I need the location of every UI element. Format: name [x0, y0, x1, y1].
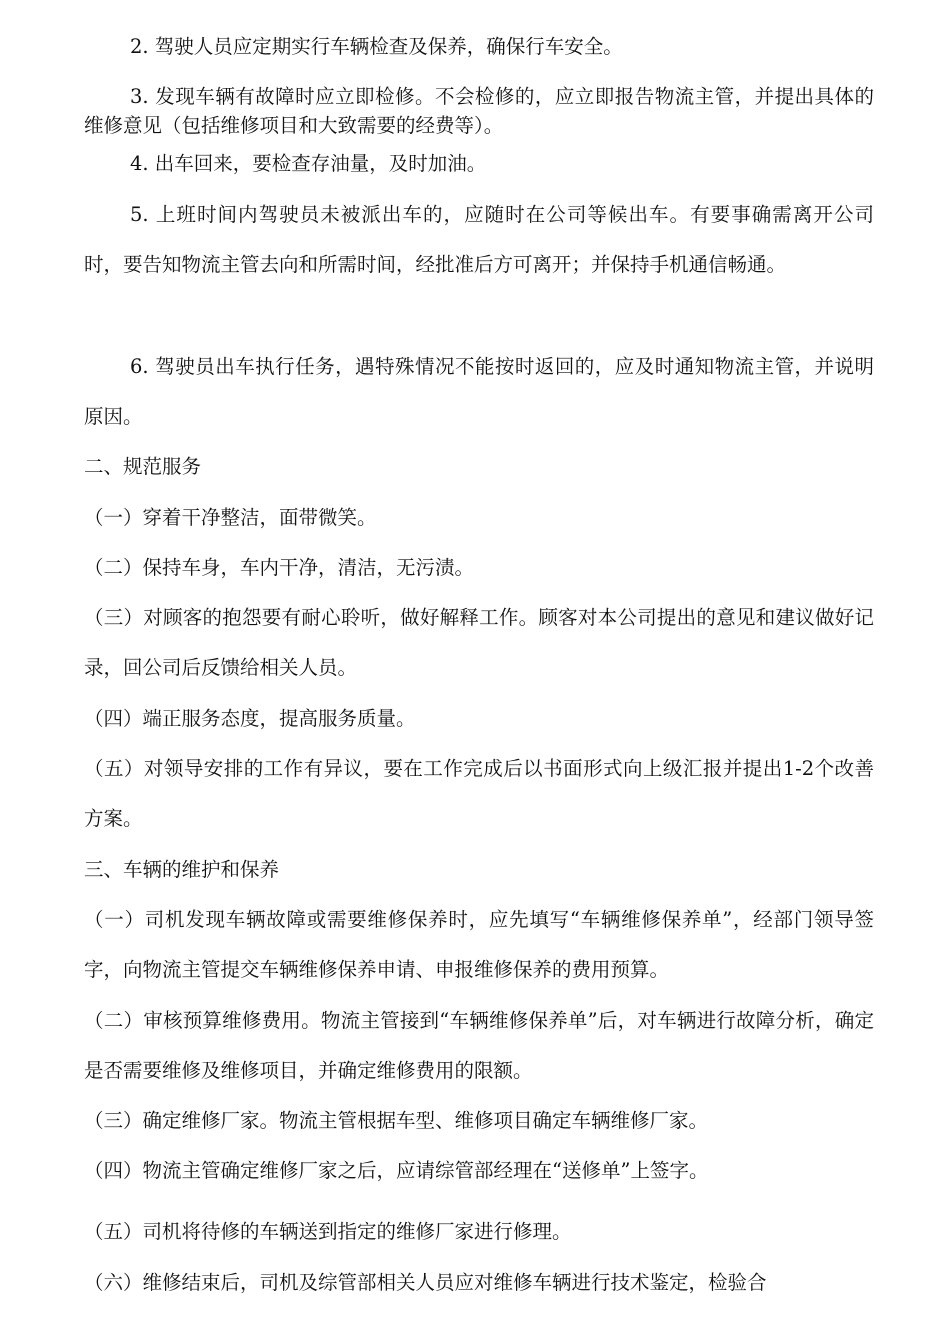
service-item-5: （五）对领导安排的工作有异议，要在工作完成后以书面形式向上级汇报并提出1-2个改善方案。: [84, 757, 874, 830]
section-heading-service: 二、规范服务: [84, 455, 202, 478]
maintenance-item-4: （四）物流主管确定维修厂家之后，应请综管部经理在“送修单”上签字。: [84, 1159, 709, 1182]
maintenance-item-1: （一）司机发现车辆故障或需要维修保养时，应先填写“车辆维修保养单”，经部门领导签字，向物流主管提交车辆维修保养申请、申报维修保养的费用预算。: [84, 908, 874, 981]
maintenance-item-5: （五）司机将待修的车辆送到指定的维修厂家进行修理。: [84, 1220, 572, 1243]
paragraph-item-2: 2. 驾驶人员应定期实行车辆检查及保养，确保行车安全。: [130, 35, 623, 58]
service-item-1: （一）穿着干净整洁，面带微笑。: [84, 506, 377, 529]
service-item-4: （四）端正服务态度，提高服务质量。: [84, 707, 416, 730]
maintenance-item-3: （三）确定维修厂家。物流主管根据车型、维修项目确定车辆维修厂家。: [84, 1109, 709, 1132]
service-item-3: （三）对顾客的抱怨要有耐心聆听，做好解释工作。顾客对本公司提出的意见和建议做好记录，回公司后反馈给相关人员。: [84, 606, 874, 679]
paragraph-item-4: 4. 出车回来，要检查存油量，及时加油。: [130, 152, 487, 175]
maintenance-item-2: （二）审核预算维修费用。物流主管接到“车辆维修保养单”后，对车辆进行故障分析，确定是否需要维修及维修项目，并确定维修费用的限额。: [84, 1009, 874, 1082]
maintenance-item-6: （六）维修结束后，司机及综管部相关人员应对维修车辆进行技术鉴定，检验合: [84, 1271, 767, 1294]
paragraph-item-6: 6. 驾驶员出车执行任务，遇特殊情况不能按时返回的，应及时通知物流主管，并说明原因。: [84, 355, 874, 428]
section-heading-maintenance: 三、车辆的维护和保养: [84, 858, 280, 881]
paragraph-item-3: 3. 发现车辆有故障时应立即检修。不会检修的，应立即报告物流主管，并提出具体的维修意见（包括维修项目和大致需要的经费等）。: [84, 85, 874, 137]
paragraph-item-5: 5. 上班时间内驾驶员未被派出车的，应随时在公司等候出车。有要事确需离开公司时，要告知物流主管去向和所需时间，经批准后方可离开；并保持手机通信畅通。: [84, 203, 874, 276]
service-item-2: （二）保持车身，车内干净，清洁，无污渍。: [84, 556, 475, 579]
